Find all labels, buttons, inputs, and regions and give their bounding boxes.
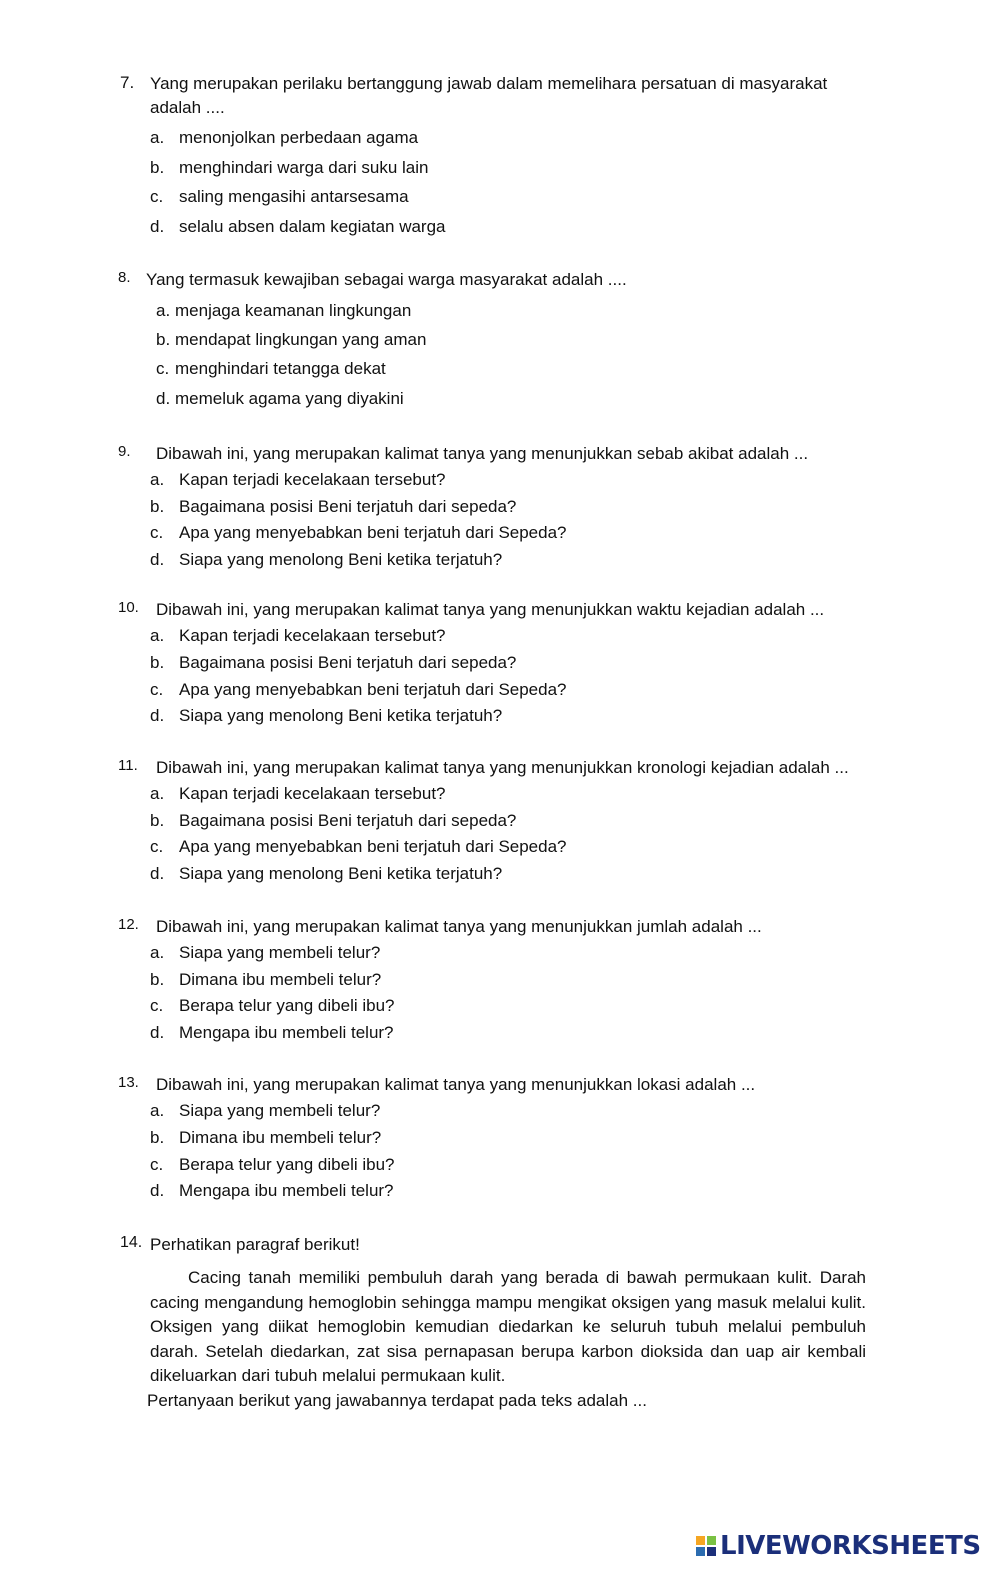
question-stem: Dibawah ini, yang merupakan kalimat tanya yang menunjukkan lokasi adalah ... — [156, 1075, 756, 1094]
option-a: a. Kapan terjadi kecelakaan tersebut? — [150, 626, 446, 645]
question-prompt: Pertanyaan berikut yang jawabannya terdapat pada teks adalah ... — [147, 1391, 647, 1410]
option-d: d. Mengapa ibu membeli telur? — [150, 1181, 394, 1200]
option-d: d. Mengapa ibu membeli telur? — [150, 1023, 394, 1042]
option-d: d. selalu absen dalam kegiatan warga — [150, 217, 446, 236]
option-b: b. Dimana ibu membeli telur? — [150, 1128, 382, 1147]
option-b: b. menghindari warga dari suku lain — [150, 158, 429, 177]
question-number: 14. — [120, 1234, 143, 1251]
option-c: c. Apa yang menyebabkan beni terjatuh dari Sepeda? — [150, 523, 567, 542]
question-stem: Dibawah ini, yang merupakan kalimat tanya yang menunjukkan jumlah adalah ... — [156, 917, 762, 936]
question-number: 11. — [118, 757, 138, 774]
liveworksheets-logo — [696, 1531, 981, 1561]
question-stem: Dibawah ini, yang merupakan kalimat tanya yang menunjukkan kronologi kejadian adalah ... — [156, 758, 849, 777]
question-stem: Dibawah ini, yang merupakan kalimat tanya yang menunjukkan sebab akibat adalah ... — [156, 444, 809, 463]
option-d: d. Siapa yang menolong Beni ketika terjatuh? — [150, 550, 503, 569]
question-number: 9. — [118, 443, 131, 460]
option-a: a. Siapa yang membeli telur? — [150, 943, 381, 962]
option-d: d. Siapa yang menolong Beni ketika terjatuh? — [150, 864, 503, 883]
reading-paragraph: Cacing tanah memiliki pembuluh darah yang berada di bawah permukaan kulit. Darah cacing mengandung hemoglobin sehingga mampu mengikat oksigen yang masuk melalui kulit. Oksigen yang diikat hemoglobin kemudian diedarkan ke seluruh tubuh melalui pembuluh darah. Setelah diedarkan, zat sisa pernapasan berupa karbon dioksida dan uap air kembali dikeluarkan dari tubuh melalui permukaan kulit. — [150, 1268, 866, 1385]
option-c: c. Berapa telur yang dibeli ibu? — [150, 1155, 395, 1174]
question-number: 12. — [118, 916, 139, 933]
option-c: c. Apa yang menyebabkan beni terjatuh dari Sepeda? — [150, 680, 567, 699]
option-c: c. saling mengasihi antarsesama — [150, 187, 409, 206]
question-stem-continued: adalah .... — [150, 98, 225, 117]
brand-name: LIVEWORKSHEETS — [720, 1531, 981, 1561]
option-a: a. Kapan terjadi kecelakaan tersebut? — [150, 784, 446, 803]
option-b: b. Bagaimana posisi Beni terjatuh dari sepeda? — [150, 497, 517, 516]
option-d: d. Siapa yang menolong Beni ketika terjatuh? — [150, 706, 503, 725]
question-stem: Yang termasuk kewajiban sebagai warga masyarakat adalah .... — [146, 270, 627, 289]
question-stem: Dibawah ini, yang merupakan kalimat tanya yang menunjukkan waktu kejadian adalah ... — [156, 600, 825, 619]
option-a: a. menjaga keamanan lingkungan — [156, 301, 412, 320]
question-number: 13. — [118, 1074, 139, 1091]
option-c: c. Berapa telur yang dibeli ibu? — [150, 996, 395, 1015]
option-b: b. Dimana ibu membeli telur? — [150, 970, 382, 989]
question-number: 10. — [118, 599, 139, 616]
question-number: 7. — [120, 73, 135, 92]
option-b: b. Bagaimana posisi Beni terjatuh dari sepeda? — [150, 811, 517, 830]
question-stem: Yang merupakan perilaku bertanggung jawab dalam memelihara persatuan di masyarakat — [150, 74, 828, 93]
option-c: c. Apa yang menyebabkan beni terjatuh dari Sepeda? — [150, 837, 567, 856]
option-d: d. memeluk agama yang diyakini — [156, 389, 404, 408]
option-b: b. Bagaimana posisi Beni terjatuh dari sepeda? — [150, 653, 517, 672]
option-a: a. Kapan terjadi kecelakaan tersebut? — [150, 470, 446, 489]
option-c: c. menghindari tetangga dekat — [156, 359, 386, 378]
option-b: b. mendapat lingkungan yang aman — [156, 330, 427, 349]
option-a: a. Siapa yang membeli telur? — [150, 1101, 381, 1120]
option-a: a. menonjolkan perbedaan agama — [150, 128, 419, 147]
liveworksheets-grid-icon — [696, 1536, 716, 1556]
question-number: 8. — [118, 269, 131, 286]
question-stem: Perhatikan paragraf berikut! — [150, 1235, 360, 1254]
